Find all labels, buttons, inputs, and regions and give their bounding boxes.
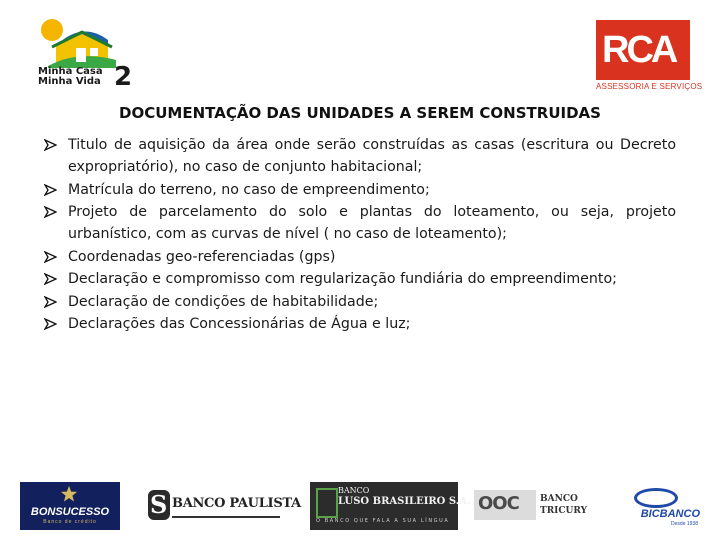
rca-logo-subtitle: ASSESSORIA E SERVIÇOS [596, 82, 703, 91]
house-icon [38, 16, 118, 68]
banco-paulista-mark: S [148, 490, 170, 520]
list-item [44, 291, 676, 313]
list-item [44, 246, 676, 268]
arrow-right-icon [44, 273, 57, 285]
list-item-text: Coordenadas geo-referenciadas (gps) [68, 248, 336, 265]
banco-paulista-logo [144, 482, 301, 530]
rca-logo [596, 20, 703, 94]
list-item [44, 179, 676, 201]
banco-tricury-logo [474, 482, 588, 530]
arrow-right-icon [44, 206, 57, 218]
bank-tagline: Banco de crédito [43, 519, 97, 525]
list-item-text: Matrícula do terreno, no caso de empreendimento; [68, 181, 430, 198]
divider [172, 516, 280, 518]
bank-name: BICBANCO [640, 508, 700, 520]
bank-tagline: Desde 1938 [671, 521, 698, 527]
star-icon [60, 485, 78, 503]
rca-logo-mark: RCA [602, 29, 676, 71]
bank-name-line2: TRICURY [540, 506, 588, 516]
list-item-text: Declarações das Concessionárias de Água e luz; [68, 316, 411, 332]
program-number: 2 [114, 62, 133, 92]
banco-luso-brasileiro-logo [310, 482, 471, 530]
bank-name-line1: BANCO [540, 494, 578, 504]
list-item [44, 134, 676, 178]
list-item-text: Titulo de aquisição da área onde serão construídas as casas (escritura ou Decreto expropriatório), no caso de conjunto habitacional; [68, 137, 676, 175]
bank-name-line2: LUSO BRASILEIRO S.A. [338, 496, 471, 507]
bank-name-line1: BANCO [338, 486, 370, 495]
arrow-right-icon [44, 251, 57, 263]
arrow-right-icon [44, 296, 57, 308]
luso-emblem-icon [316, 488, 338, 518]
list-item-text: Projeto de parcelamento do solo e plantas do loteamento, ou seja, projeto urbanístico, com as curvas de nível ( no caso de loteamento); [68, 204, 676, 242]
program-name: Minha Casa Minha Vida [38, 66, 103, 87]
minha-casa-minha-vida-logo [34, 16, 134, 92]
bicbanco-mark-icon [634, 488, 678, 508]
bank-tagline: O BANCO QUE FALA A SUA LÍNGUA [316, 518, 450, 524]
bank-name: BANCO PAULISTA [172, 496, 301, 511]
requirements-list [44, 134, 676, 336]
list-item-text: Declaração de condições de habitabilidade; [68, 293, 379, 310]
bank-name: BONSUCESSO [30, 506, 110, 518]
arrow-right-icon [44, 318, 57, 330]
list-item [44, 313, 676, 335]
arrow-right-icon [44, 184, 57, 196]
list-item [44, 268, 676, 290]
page-title: DOCUMENTAÇÃO DAS UNIDADES A SEREM CONSTRUIDAS [119, 104, 601, 122]
bicbanco-logo [616, 482, 700, 530]
bonsucesso-logo [20, 482, 120, 530]
list-item-text: Declaração e compromisso com regularização fundiária do empreendimento; [68, 271, 617, 287]
list-item [44, 201, 676, 245]
tricury-mark: OOC [474, 490, 536, 520]
arrow-right-icon [44, 139, 57, 151]
rca-logo-box [596, 20, 690, 80]
